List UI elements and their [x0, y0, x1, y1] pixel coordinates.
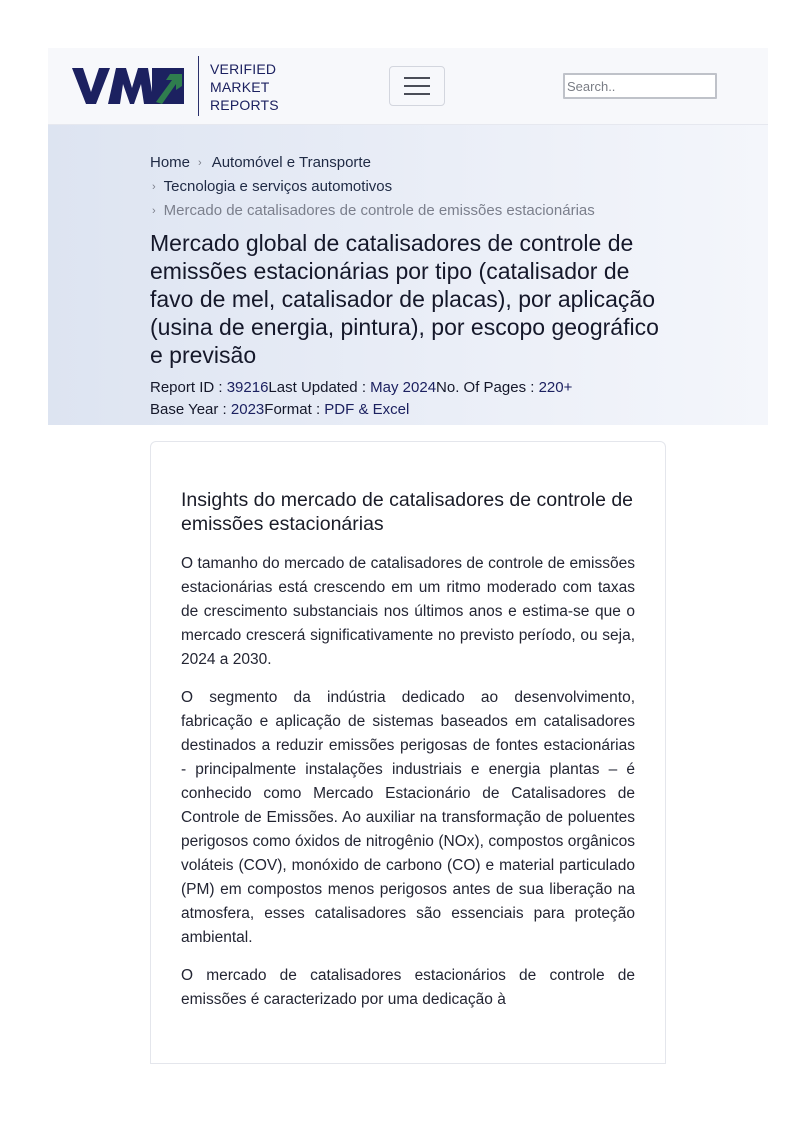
logo-word-2: MARKET [210, 79, 270, 95]
report-meta [150, 377, 572, 421]
base-year-value: 2023 [230, 401, 265, 418]
pages-label: No. Of Pages : [436, 379, 539, 396]
last-updated-label: Last Updated : [268, 379, 371, 396]
hamburger-menu-button[interactable] [389, 66, 445, 106]
base-year-label: Base Year : [150, 401, 231, 418]
logo-wordmark [210, 60, 279, 114]
format-label: Format : [264, 401, 325, 418]
breadcrumb-automotive-link[interactable]: Automóvel e Transporte [211, 154, 371, 171]
search-input[interactable] [563, 73, 717, 99]
format-value: PDF & Excel [324, 401, 410, 418]
vmr-logo-mark-icon [72, 66, 184, 106]
insights-card [150, 441, 666, 1064]
hamburger-bar-icon [404, 93, 430, 95]
report-id-value: 39216 [226, 379, 269, 396]
last-updated-value: May 2024 [370, 379, 437, 396]
chevron-right-icon: › [152, 205, 156, 217]
pages-value: 220+ [538, 379, 573, 396]
logo-divider [198, 56, 199, 116]
page-frame [48, 48, 768, 1123]
chevron-right-icon: › [198, 157, 202, 169]
breadcrumb-home-link[interactable]: Home [150, 154, 191, 171]
insights-paragraph: O tamanho do mercado de catalisadores de controle de emissões estacionárias está crescendo em um ritmo moderado com taxas de crescimento substanciais nos últimos anos e estima-se que o mercado crescerá significativamente no previsto período, ou seja, 2024 a 2030. [181, 555, 635, 668]
insights-paragraph: O segmento da indústria dedicado ao desenvolvimento, fabricação e aplicação de sistemas baseados em catalisadores destinados a reduzir emissões perigosas de fontes estacionárias - principalmente instalações industriais e energia plantas – é conhecido como Mercado Estacionário de Catalisadores de Controle de Emissões. Ao auxiliar na transformação de poluentes perigosos como óxidos de nitrogênio (NOx), compostos orgânicos voláteis (COV), monóxido de carbono (CO) e material particulado (PM) em compostos menos perigosos antes de sua liberação na atmosfera, esses catalisadores são essenciais para proteção ambiental. [181, 689, 635, 946]
chevron-right-icon: › [152, 181, 156, 193]
breadcrumb [150, 151, 595, 223]
site-header [48, 48, 768, 125]
vmr-logo[interactable] [72, 56, 184, 116]
logo-word-3: REPORTS [210, 97, 279, 113]
breadcrumb-automotive-tech-link[interactable]: Tecnologia e serviços automotivos [163, 178, 393, 195]
breadcrumb-current: Mercado de catalisadores de controle de emissões estacionárias [163, 202, 595, 219]
logo-word-1: VERIFIED [210, 61, 277, 77]
report-hero [48, 125, 768, 425]
hamburger-bar-icon [404, 77, 430, 79]
insights-heading: Insights do mercado de catalisadores de controle de emissões estacionárias [181, 489, 634, 535]
insights-paragraph: O mercado de catalisadores estacionários de controle de emissões é caracterizado por uma dedicação à [181, 967, 635, 1008]
insights-body [181, 552, 635, 1026]
report-id-label: Report ID : [150, 379, 227, 396]
report-title: Mercado global de catalisadores de controle de emissões estacionárias por tipo (catalisador de favo de mel, catalisador de placas), por aplicação (usina de energia, pintura), por escopo geográfico e previsão [150, 230, 659, 368]
hamburger-bar-icon [404, 85, 430, 87]
